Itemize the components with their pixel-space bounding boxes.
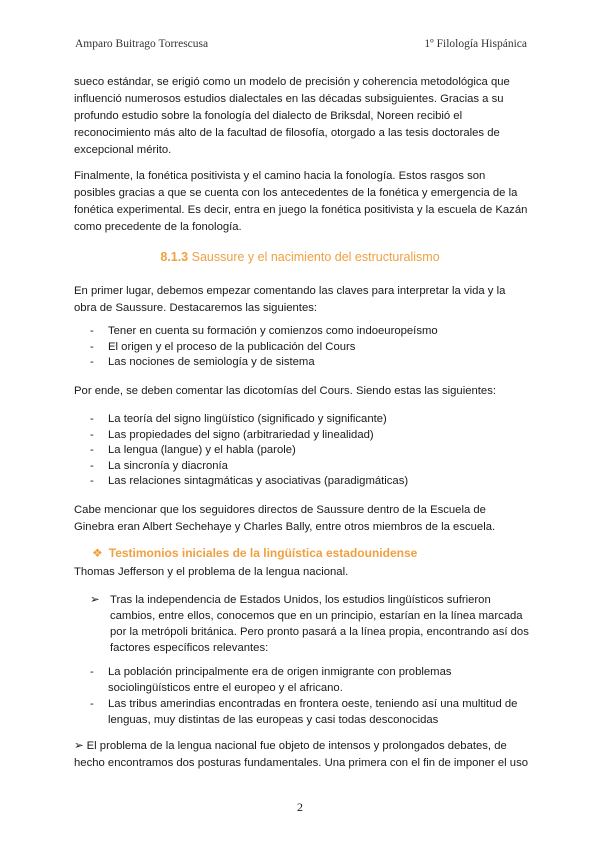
header-author: Amparo Buitrago Torrescusa <box>75 38 209 50</box>
paragraph-dicotomias: Por ende, se deben comentar las dicotomías del Cours. Siendo estas las siguientes: <box>74 385 496 397</box>
factores-list <box>90 664 530 728</box>
subsection-heading <box>92 546 417 560</box>
list-item: - Las relaciones sintagmáticas y asociativas (paradigmáticas) <box>90 474 530 490</box>
list-item: - Tener en cuenta su formación y comienzos como indoeuropeísmo <box>90 324 530 340</box>
dash-marker: - <box>90 459 94 472</box>
paragraph-lengua-nacional: ➢ El problema de la lengua nacional fue objeto de intensos y prolongados debates, de hecho encontramos dos posturas fundamentales. Una primera con el fin de imponer el uso <box>74 740 529 769</box>
dash-marker: - <box>90 325 94 337</box>
dash-marker: - <box>90 428 94 441</box>
section-title: Saussure y el nacimiento del estructuralismo <box>191 250 440 264</box>
section-number: 8.1.3 <box>160 250 189 264</box>
paragraph-escuela-ginebra: Cabe mencionar que los seguidores directos de Saussure dentro de la Escuela de Ginebra eran Albert Sechehaye y Charles Bally, entre otros miembros de la escuela. <box>74 504 496 533</box>
list-item: - Las propiedades del signo (arbitrariedad y linealidad) <box>90 428 530 444</box>
paragraph-jefferson: Thomas Jefferson y el problema de la lengua nacional. <box>74 566 349 578</box>
section-heading <box>0 250 600 264</box>
list-item: - Las nociones de semiología y de sistema <box>90 355 530 371</box>
diamond-bullet-icon: ❖ <box>92 546 103 560</box>
arrow-item <box>90 592 530 656</box>
dash-marker: - <box>90 340 94 353</box>
dash-marker: - <box>90 666 94 678</box>
dash-marker: - <box>90 413 94 425</box>
dicotomias-list <box>90 412 530 490</box>
header-course: 1º Filología Hispánica <box>424 38 527 50</box>
list-item: - La lengua (langue) y el habla (parole) <box>90 443 530 459</box>
page-number: 2 <box>297 800 303 814</box>
dash-marker: - <box>90 698 94 710</box>
subsection-title: Testimonios iniciales de la lingüística estadounidense <box>108 546 418 560</box>
list-item: - La población principalmente era de origen inmigrante con problemas sociolingüísticos entre el europeo y el africano. <box>90 666 452 694</box>
saussure-keys-list <box>90 324 530 371</box>
list-item: - El origen y el proceso de la publicación del Cours <box>90 340 530 356</box>
paragraph-fonetica: Finalmente, la fonética positivista y el camino hacia la fonología. Estos rasgos son posibles gracias a que se cuenta con los antecedentes de la fonética y emergencia de la fonética experimental. Es decir, entra en juego la fonética positivista y la escuela de Kazán como precedente de la fonología. <box>74 170 528 233</box>
list-item: - La teoría del signo lingüístico (significado y significante) <box>90 412 530 428</box>
list-item: - Las tribus amerindias encontradas en frontera oeste, teniendo así una multitud de lenguas, muy distintas de las europeas y casi todas desconocidas <box>90 698 518 726</box>
dash-marker: - <box>90 356 94 368</box>
arrow-item-text: Tras la independencia de Estados Unidos, los estudios lingüísticos sufrieron cambios, entre ellos, conocemos que en un principio, estarían en la línea marcada por la metrópoli británica. Pero pronto pasará a la línea propia, encontrando así dos factores específicos relevantes: <box>110 594 529 654</box>
paragraph-saussure-intro: En primer lugar, debemos empezar comentando las claves para interpretar la vida y la obra de Saussure. Destacaremos las siguientes: <box>74 285 506 314</box>
paragraph-noreen: sueco estándar, se erigió como un modelo de precisión y coherencia metodológica que influenció numerosos estudios dialectales en las décadas subsiguientes. Gracias a su profundo estudio sobre la fonología del dialecto de Briksdal, Noreen recibió el reconocimiento más alto de la facultad de filosofía, otorgado a las tesis doctorales de excepcional mérito. <box>74 76 510 156</box>
dash-marker: - <box>90 444 94 456</box>
arrow-bullet-icon: ➢ <box>90 594 100 606</box>
dash-marker: - <box>90 475 94 487</box>
list-item: - La sincronía y diacronía <box>90 459 530 475</box>
